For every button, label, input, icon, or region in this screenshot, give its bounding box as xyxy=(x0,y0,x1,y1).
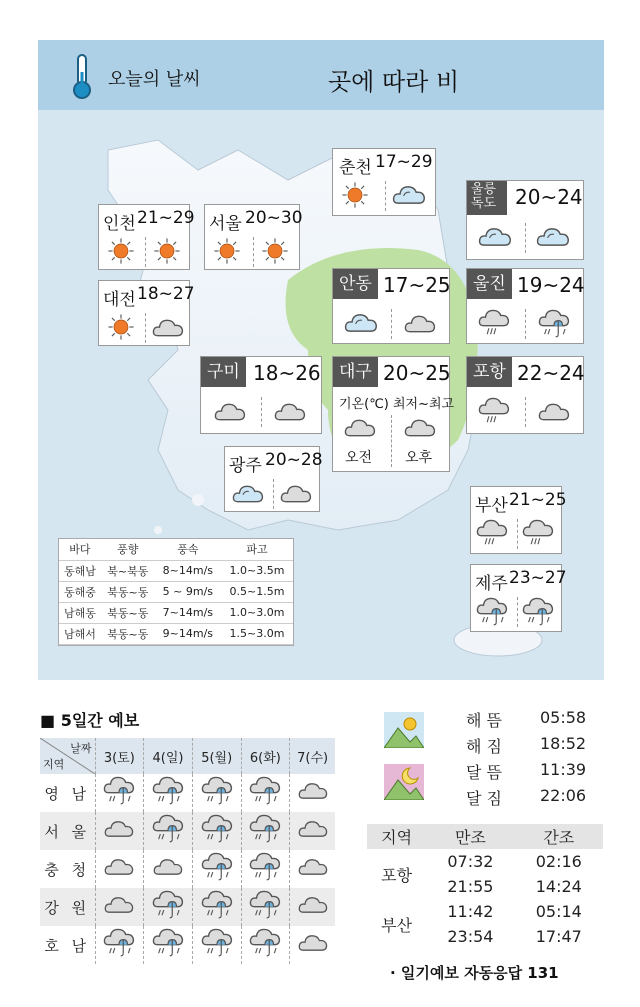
cloudy-icon xyxy=(213,399,247,425)
sea-cell: 북~북동 xyxy=(101,560,155,581)
corner-top-label: 날짜 xyxy=(70,742,92,755)
tide-high: 07:32 xyxy=(447,852,494,871)
sea-cell: 8~14m/s xyxy=(155,560,221,581)
city-name: 서울 xyxy=(209,214,242,234)
partly-cloudy-icon xyxy=(477,223,513,251)
card-daegu xyxy=(332,356,455,472)
cloudy-icon xyxy=(297,817,329,841)
region-label: 서 울 xyxy=(40,812,95,850)
sea-cell: 1.0~3.5m xyxy=(221,560,293,581)
city-temp: 20~30 xyxy=(245,208,303,228)
shower-icon xyxy=(477,307,511,341)
forecast-row xyxy=(40,774,335,812)
city-temp: 18~27 xyxy=(137,284,195,304)
shower-icon xyxy=(475,517,509,551)
rain-icon xyxy=(521,595,555,629)
sea-cell: 9~14m/s xyxy=(155,623,221,644)
shower-icon xyxy=(521,517,555,551)
cloudy-icon xyxy=(403,311,437,337)
tide-region: 부산 xyxy=(381,915,413,935)
day-header: 6(화) xyxy=(241,738,290,774)
cloudy-icon xyxy=(103,893,135,917)
rain-icon xyxy=(200,774,234,808)
sea-header: 파고 xyxy=(221,539,293,560)
forecast-title: ■ 5일간 예보 xyxy=(40,711,140,730)
cloudy-icon xyxy=(403,415,437,441)
tide-low: 14:24 xyxy=(535,877,582,896)
moonset-label: 달 짐 xyxy=(466,789,502,808)
moonrise-mountain-icon xyxy=(384,764,424,800)
day-header: 5(월) xyxy=(192,738,241,774)
partly-cloudy-icon xyxy=(391,181,427,209)
sea-forecast-table xyxy=(58,538,294,646)
sea-header: 바다 xyxy=(59,539,101,560)
tide-low: 02:16 xyxy=(535,852,582,871)
city-temp: 17~29 xyxy=(375,152,433,172)
city-name: 인천 xyxy=(103,214,136,234)
thermometer-icon xyxy=(68,52,96,100)
card-seoul xyxy=(204,204,303,270)
card-busan xyxy=(470,486,567,554)
sunny-icon xyxy=(107,237,135,265)
card-incheon xyxy=(98,204,195,270)
city-temp: 17~25 xyxy=(383,273,451,297)
city-tag: 울릉 독도 xyxy=(467,181,507,215)
forecast-row xyxy=(40,812,335,850)
city-temp: 18~26 xyxy=(253,361,321,385)
card-andong xyxy=(332,268,450,344)
city-name: 부산 xyxy=(475,496,508,516)
sea-row xyxy=(59,581,293,602)
sea-cell: 0.5~1.5m xyxy=(221,581,293,602)
sea-cell: 남해서 xyxy=(59,623,101,644)
card-gwangju xyxy=(224,446,323,512)
rain-icon xyxy=(475,595,509,629)
sea-row xyxy=(59,560,293,581)
city-tag: 대구 xyxy=(333,357,378,387)
sea-cell: 1.5~3.0m xyxy=(221,623,293,644)
city-temp: 22~24 xyxy=(517,361,585,385)
sunny-icon xyxy=(153,237,181,265)
cloudy-icon xyxy=(343,415,377,441)
rain-icon xyxy=(151,926,185,960)
cloudy-icon xyxy=(297,855,329,879)
am-label: 오전 xyxy=(345,450,373,466)
cloudy-icon xyxy=(103,855,135,879)
temp-legend: 기온(℃) 최저~최고 xyxy=(339,397,455,412)
tide-header: 만조 xyxy=(426,824,514,849)
cloudy-icon xyxy=(151,315,185,341)
tide-header: 지역 xyxy=(367,824,426,849)
sea-header: 풍속 xyxy=(155,539,221,560)
tide-high: 23:54 xyxy=(447,927,494,946)
rain-icon xyxy=(102,774,136,808)
region-label: 영 남 xyxy=(40,774,95,812)
day-header: 4(일) xyxy=(144,738,193,774)
card-gumi xyxy=(200,356,322,434)
rain-icon xyxy=(248,888,282,922)
moonrise-time: 11:39 xyxy=(540,760,587,779)
cloudy-icon xyxy=(297,893,329,917)
rain-icon xyxy=(102,926,136,960)
cloudy-icon xyxy=(152,855,184,879)
tide-region: 포항 xyxy=(381,865,413,885)
sunset-label: 해 짐 xyxy=(466,737,502,756)
partly-cloudy-icon xyxy=(535,223,571,251)
moonrise-label: 달 뜸 xyxy=(466,763,502,782)
card-jeju xyxy=(470,564,567,632)
city-temp: 23~27 xyxy=(509,568,567,588)
tide-high: 21:55 xyxy=(447,877,494,896)
sunny-icon xyxy=(341,181,369,209)
weather-map xyxy=(38,40,604,680)
cloudy-icon xyxy=(297,779,329,803)
cloudy-icon xyxy=(279,481,313,507)
rain-icon xyxy=(200,926,234,960)
sunrise-label: 해 뜸 xyxy=(466,711,502,730)
day-header: 3(토) xyxy=(95,738,144,774)
rain-icon xyxy=(151,888,185,922)
sea-cell: 1.0~3.0m xyxy=(221,602,293,623)
sea-cell: 북동~동 xyxy=(101,581,155,602)
city-tag: 안동 xyxy=(333,269,378,299)
card-daejeon xyxy=(98,280,195,346)
rain-icon xyxy=(200,812,234,846)
header-subtitle: 곳에 따라 비 xyxy=(328,68,460,96)
card-chuncheon xyxy=(332,148,436,216)
city-temp: 19~24 xyxy=(517,273,585,297)
city-name: 춘천 xyxy=(339,158,372,178)
city-tag: 울진 xyxy=(467,269,512,299)
sea-cell: 5 ~ 9m/s xyxy=(155,581,221,602)
card-pohang xyxy=(466,356,584,434)
map-header xyxy=(38,40,604,110)
city-tag: 포항 xyxy=(467,357,512,387)
rain-icon xyxy=(537,307,571,341)
tide-row xyxy=(367,849,603,874)
city-temp: 21~25 xyxy=(509,490,567,510)
sea-cell: 동해중 xyxy=(59,581,101,602)
forecast-hotline-note: · 일기예보 자동응답 131 xyxy=(390,964,559,982)
sunset-time: 18:52 xyxy=(540,734,587,753)
moonset-time: 22:06 xyxy=(540,786,587,805)
city-name: 광주 xyxy=(229,456,262,476)
partly-cloudy-icon xyxy=(343,309,379,337)
partly-cloudy-icon xyxy=(231,481,265,507)
city-temp: 20~25 xyxy=(383,361,451,385)
forecast-row xyxy=(40,888,335,926)
sunny-icon xyxy=(107,313,135,341)
tide-high: 11:42 xyxy=(447,902,494,921)
pm-label: 오후 xyxy=(405,450,433,466)
city-temp: 20~28 xyxy=(265,450,323,470)
rain-icon xyxy=(248,850,282,884)
rain-icon xyxy=(200,850,234,884)
tide-low: 17:47 xyxy=(535,927,582,946)
sea-cell: 7~14m/s xyxy=(155,602,221,623)
region-label: 강 원 xyxy=(40,888,95,926)
forecast-row xyxy=(40,926,335,964)
sea-cell: 남해동 xyxy=(59,602,101,623)
sea-cell: 동해남 xyxy=(59,560,101,581)
region-label: 호 남 xyxy=(40,926,95,964)
region-label: 충 청 xyxy=(40,850,95,888)
tide-table xyxy=(367,824,603,949)
corner-bottom-label: 지역 xyxy=(43,758,65,771)
city-tag: 구미 xyxy=(201,357,246,387)
sea-row xyxy=(59,602,293,623)
tide-header: 간조 xyxy=(515,824,603,849)
rain-icon xyxy=(151,774,185,808)
forecast-row xyxy=(40,850,335,888)
corner-cell xyxy=(40,738,95,774)
cloudy-icon xyxy=(537,399,571,425)
header-title: 오늘의 날씨 xyxy=(108,69,201,90)
sea-header: 풍향 xyxy=(101,539,155,560)
shower-icon xyxy=(477,395,511,429)
card-uljin xyxy=(466,268,584,344)
cloudy-icon xyxy=(103,817,135,841)
rain-icon xyxy=(248,774,282,808)
city-name: 제주 xyxy=(475,574,508,594)
tide-low: 05:14 xyxy=(535,902,582,921)
sea-cell: 북동~동 xyxy=(101,602,155,623)
sea-cell: 북동~동 xyxy=(101,623,155,644)
rain-icon xyxy=(200,888,234,922)
cloudy-icon xyxy=(273,399,307,425)
sea-row xyxy=(59,623,293,644)
day-header: 7(수) xyxy=(290,738,335,774)
sunny-icon xyxy=(213,237,241,265)
city-temp: 20~24 xyxy=(515,185,583,209)
sunny-icon xyxy=(261,237,289,265)
rain-icon xyxy=(151,812,185,846)
rain-icon xyxy=(248,812,282,846)
cloudy-icon xyxy=(297,931,329,955)
rain-icon xyxy=(248,926,282,960)
tide-row xyxy=(367,899,603,924)
sunrise-mountain-icon xyxy=(384,712,424,748)
city-name: 대전 xyxy=(103,290,136,310)
sunrise-time: 05:58 xyxy=(540,708,587,727)
five-day-forecast-table xyxy=(40,738,335,964)
card-ulleung xyxy=(466,180,584,260)
city-temp: 21~29 xyxy=(137,208,195,228)
